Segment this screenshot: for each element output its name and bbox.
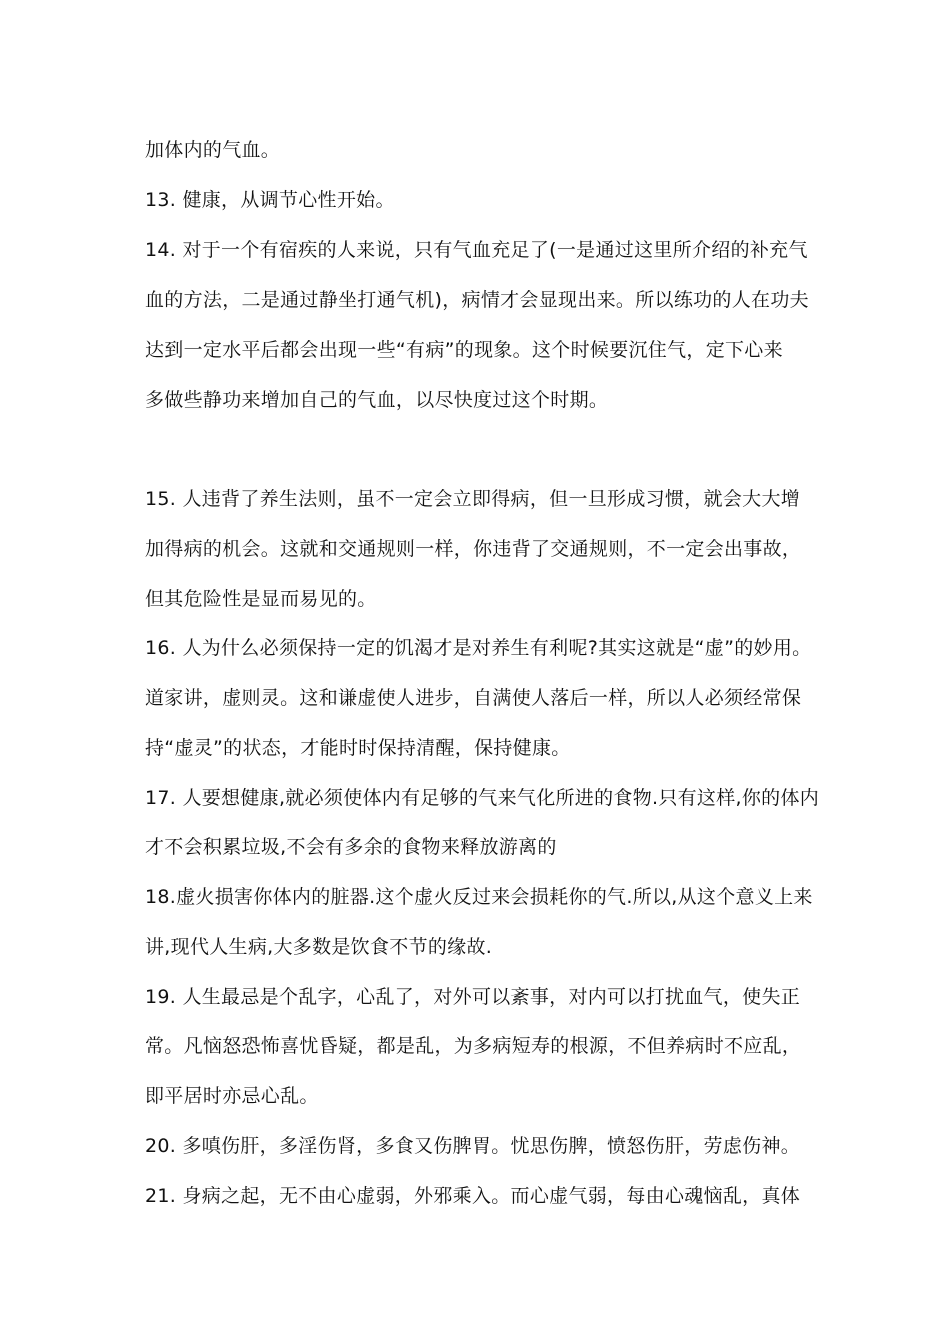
text-line: 多做些静功来增加自己的气血，以尽快度过这个时期。 — [145, 389, 609, 411]
text-line: 讲,现代人生病,大多数是饮食不节的缘故. — [145, 936, 493, 958]
text-line: 持“虚灵”的状态，才能时时保持清醒，保持健康。 — [145, 737, 571, 759]
text-line-item-13: 13. 健康，从调节心性开始。 — [145, 189, 395, 211]
text-line-item-19: 19. 人生最忌是个乱字，心乱了，对外可以紊事，对内可以打扰血气，使失正 — [145, 986, 801, 1008]
text-line: 但其危险性是显而易见的。 — [145, 588, 377, 610]
text-line-item-18: 18.虚火损害你体内的脏器.这个虚火反过来会损耗你的气.所以,从这个意义上来 — [145, 886, 813, 908]
text-line-item-21: 21. 身病之起，无不由心虚弱，外邪乘入。而心虚气弱，每由心魂恼乱，真体 — [145, 1185, 801, 1207]
text-line-continuation: 加体内的气血。 — [145, 139, 281, 161]
text-line-item-16: 16. 人为什么必须保持一定的饥渴才是对养生有利呢?其实这就是“虚”的妙用。 — [145, 637, 812, 659]
text-line: 加得病的机会。这就和交通规则一样，你违背了交通规则，不一定会出事故， — [145, 538, 802, 560]
text-line-item-17: 17. 人要想健康,就必须使体内有足够的气来气化所进的食物.只有这样,你的体内 — [145, 787, 820, 809]
text-line-item-15: 15. 人违背了养生法则，虽不一定会立即得病，但一旦形成习惯，就会大大增 — [145, 488, 801, 510]
text-line-item-20: 20. 多嗔伤肝，多淫伤肾，多食又伤脾胃。忧思伤脾，愤怒伤肝，劳虑伤神。 — [145, 1135, 801, 1157]
text-line: 才不会积累垃圾,不会有多余的食物来释放游离的 — [145, 836, 557, 858]
text-line: 道家讲，虚则灵。这和谦虚使人进步，自满使人落后一样，所以人必须经常保 — [145, 687, 802, 709]
text-line: 血的方法，二是通过静坐打通气机)，病情才会显现出来。所以练功的人在功夫 — [145, 289, 809, 311]
text-line-item-14: 14. 对于一个有宿疾的人来说，只有气血充足了(一是通过这里所介绍的补充气 — [145, 239, 808, 261]
text-line: 达到一定水平后都会出现一些“有病”的现象。这个时候要沉住气，定下心来 — [145, 339, 783, 361]
text-line: 即平居时亦忌心乱。 — [145, 1085, 319, 1107]
text-line: 常。凡恼怒恐怖喜忧昏疑，都是乱，为多病短寿的根源，不但养病时不应乱， — [145, 1035, 802, 1057]
